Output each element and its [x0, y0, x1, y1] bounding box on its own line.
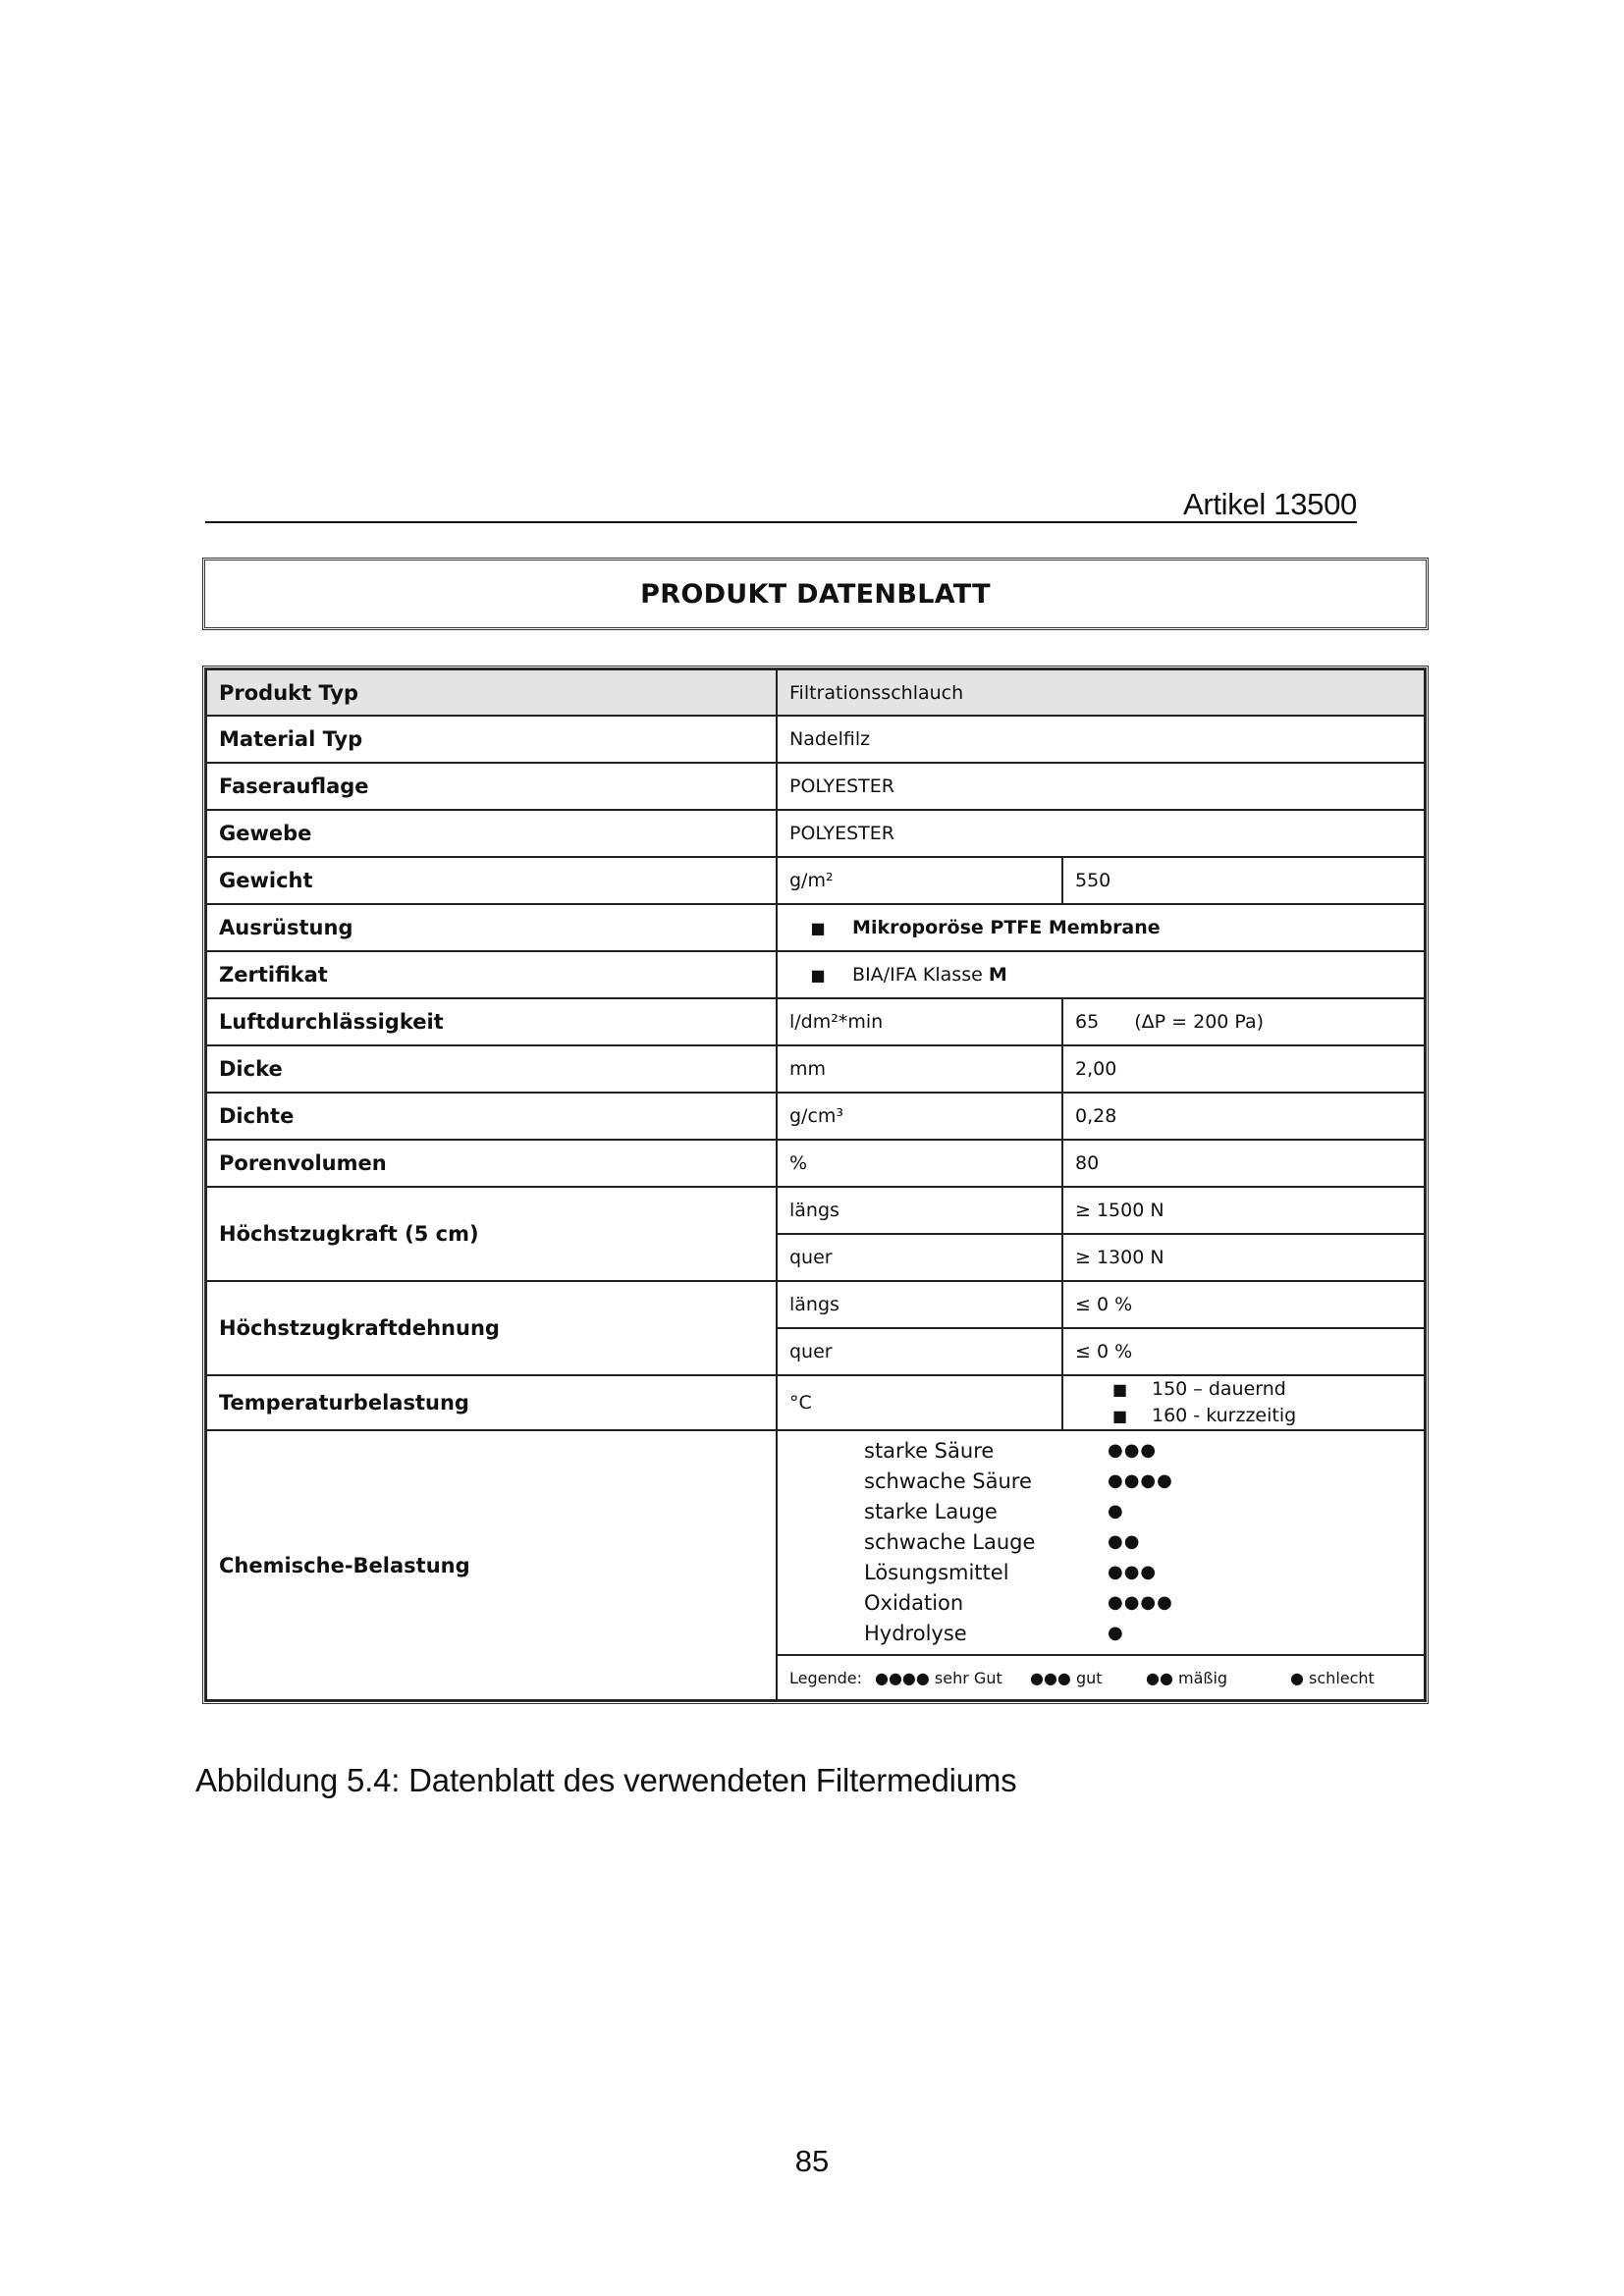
table-row — [206, 951, 1425, 998]
temp-line-2 — [1063, 1403, 1424, 1429]
row-label: Porenvolumen — [206, 1140, 777, 1187]
chem-rating: ● — [1108, 1623, 1124, 1643]
row-label: Chemische-Belastung — [206, 1430, 777, 1700]
chem-name: Oxidation — [864, 1590, 964, 1615]
row-label: Produkt Typ — [206, 669, 777, 716]
legend-label: Legende: — [789, 1668, 863, 1687]
chem-rating: ● — [1108, 1501, 1124, 1522]
table-row — [206, 810, 1425, 857]
row-label: Material Typ — [206, 716, 777, 763]
datasheet-title: PRODUKT DATENBLATT — [640, 578, 991, 610]
row-value: ≤ 0 % — [1062, 1328, 1425, 1375]
table-row — [206, 1045, 1425, 1093]
chem-name: Hydrolyse — [864, 1621, 967, 1645]
table-row — [206, 857, 1425, 904]
bullet-icon: ■ — [1112, 1380, 1128, 1399]
row-value — [777, 951, 1425, 998]
row-value: ≥ 1300 N — [1062, 1234, 1425, 1281]
bullet-icon: ■ — [810, 919, 826, 937]
row-value: 0,28 — [1062, 1093, 1425, 1140]
row-label: Gewebe — [206, 810, 777, 857]
list-item — [778, 1526, 1424, 1557]
row-unit: quer — [777, 1234, 1062, 1281]
datasheet-title-box — [202, 558, 1429, 630]
row-value-text: 65 — [1075, 1011, 1100, 1033]
temp-value-2: 160 - kurzzeitig — [1152, 1405, 1297, 1426]
row-value — [777, 904, 1425, 951]
row-value — [1062, 1375, 1425, 1430]
header-rule — [205, 521, 1357, 523]
row-label: Ausrüstung — [206, 904, 777, 951]
table-row — [206, 1375, 1425, 1430]
chem-name: starke Säure — [864, 1438, 995, 1463]
legend-schlecht: ● schlecht — [1290, 1668, 1375, 1687]
row-value: ≤ 0 % — [1062, 1281, 1425, 1328]
row-label: Temperaturbelastung — [206, 1375, 777, 1430]
row-label: Luftdurchlässigkeit — [206, 998, 777, 1045]
legend-gut: ●●● gut — [1030, 1668, 1103, 1687]
chem-rating: ●●● — [1108, 1440, 1158, 1461]
table-row — [206, 1281, 1425, 1328]
list-item — [778, 1435, 1424, 1466]
row-value: POLYESTER — [777, 810, 1425, 857]
row-unit: % — [777, 1140, 1062, 1187]
row-label: Faserauflage — [206, 763, 777, 810]
spec-table-frame — [202, 666, 1429, 1704]
row-label: Höchstzugkraft (5 cm) — [206, 1187, 777, 1281]
row-label: Dicke — [206, 1045, 777, 1093]
row-value: 550 — [1062, 857, 1425, 904]
row-unit: l/dm²*min — [777, 998, 1062, 1045]
table-row — [206, 1093, 1425, 1140]
bullet-icon: ■ — [1112, 1407, 1128, 1425]
bullet-icon: ■ — [810, 966, 826, 985]
table-row — [206, 1140, 1425, 1187]
legend-sehr-gut: ●●●● sehr Gut — [875, 1668, 1002, 1687]
row-value: POLYESTER — [777, 763, 1425, 810]
row-value-text: Mikroporöse PTFE Membrane — [852, 917, 1161, 938]
table-row — [206, 763, 1425, 810]
legend-maessig: ●● mäßig — [1146, 1668, 1228, 1687]
row-unit: längs — [777, 1187, 1062, 1234]
row-unit: g/cm³ — [777, 1093, 1062, 1140]
figure-caption: Abbildung 5.4: Datenblatt des verwendeten Filtermediums — [195, 1762, 1017, 1798]
row-condition: (ΔP = 200 Pa) — [1134, 1011, 1265, 1033]
chem-name: schwache Säure — [864, 1468, 1032, 1493]
chem-name: schwache Lauge — [864, 1529, 1036, 1554]
table-row — [206, 904, 1425, 951]
list-item — [778, 1618, 1424, 1648]
list-item — [778, 1466, 1424, 1496]
row-label: Zertifikat — [206, 951, 777, 998]
row-value: Nadelfilz — [777, 716, 1425, 763]
chem-rating: ●●●● — [1108, 1470, 1173, 1491]
spec-table — [205, 668, 1426, 1701]
table-row — [206, 669, 1425, 716]
row-unit: °C — [777, 1375, 1062, 1430]
row-label: Höchstzugkraftdehnung — [206, 1281, 777, 1375]
table-row — [206, 1187, 1425, 1234]
table-row — [206, 998, 1425, 1045]
row-value: ≥ 1500 N — [1062, 1187, 1425, 1234]
row-unit: längs — [777, 1281, 1062, 1328]
legend — [777, 1655, 1425, 1700]
certificate-class: M — [988, 964, 1007, 986]
row-value: 80 — [1062, 1140, 1425, 1187]
chem-rating: ●●●● — [1108, 1592, 1173, 1613]
table-row — [206, 1430, 1425, 1655]
row-label: Dichte — [206, 1093, 777, 1140]
row-unit: quer — [777, 1328, 1062, 1375]
chemical-resistance-list — [777, 1430, 1425, 1655]
page-number: 85 — [794, 2144, 830, 2178]
row-value-text: BIA/IFA Klasse — [852, 964, 983, 986]
temp-line-1 — [1063, 1376, 1424, 1403]
row-value — [1062, 998, 1425, 1045]
chem-name: starke Lauge — [864, 1499, 998, 1523]
list-item — [778, 1496, 1424, 1526]
chem-rating: ●● — [1108, 1531, 1141, 1552]
list-item — [778, 1587, 1424, 1618]
row-value: 2,00 — [1062, 1045, 1425, 1093]
chem-name: Lösungsmittel — [864, 1560, 1009, 1584]
article-number: Artikel 13500 — [1182, 487, 1357, 521]
table-row — [206, 716, 1425, 763]
row-label: Gewicht — [206, 857, 777, 904]
chem-rating: ●●● — [1108, 1562, 1158, 1582]
row-unit: mm — [777, 1045, 1062, 1093]
temp-value-1: 150 – dauernd — [1152, 1378, 1286, 1400]
row-unit: g/m² — [777, 857, 1062, 904]
list-item — [778, 1557, 1424, 1587]
row-value: Filtrationsschlauch — [777, 669, 1425, 716]
